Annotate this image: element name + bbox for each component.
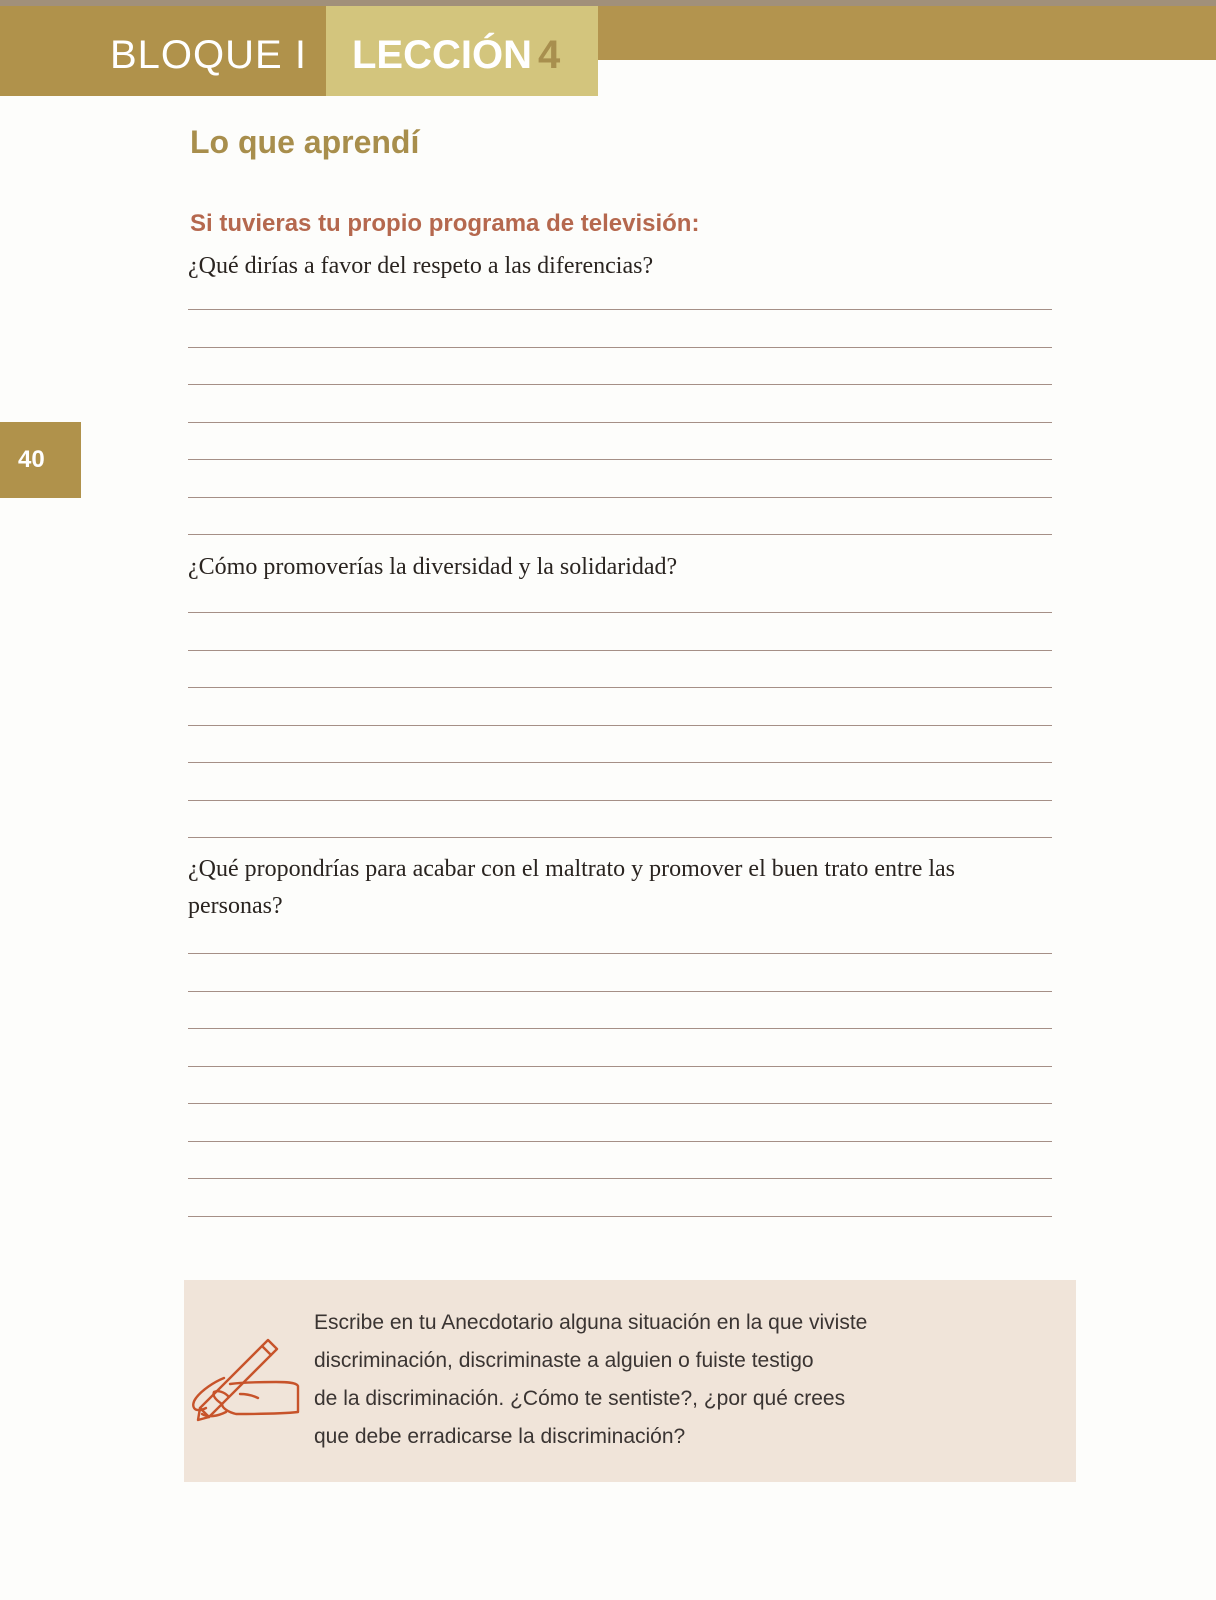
page-number: 40 xyxy=(0,422,81,498)
answer-line xyxy=(188,497,1052,498)
hand-writing-pencil-icon xyxy=(184,1338,304,1428)
answer-line xyxy=(188,422,1052,423)
header-bar xyxy=(596,6,1216,60)
answer-line xyxy=(188,762,1052,763)
answer-line xyxy=(188,347,1052,348)
answer-line xyxy=(188,725,1052,726)
question-1: ¿Qué dirías a favor del respeto a las diferencias? xyxy=(188,253,654,279)
answer-line xyxy=(188,650,1052,651)
leccion-number: 4 xyxy=(538,33,561,77)
answer-lines-2 xyxy=(188,612,1052,875)
bloque-tab xyxy=(0,6,326,96)
answer-line xyxy=(188,800,1052,801)
answer-line xyxy=(188,1103,1052,1104)
answer-lines-1 xyxy=(188,309,1052,572)
question-3: ¿Qué propondrías para acabar con el maltrato y promover el buen trato entre las personas? xyxy=(188,856,956,919)
answer-line xyxy=(188,687,1052,688)
leccion-label: LECCIÓN xyxy=(352,33,532,77)
answer-line xyxy=(188,991,1052,992)
answer-line xyxy=(188,1141,1052,1142)
answer-line xyxy=(188,953,1052,954)
anecdotario-note xyxy=(184,1280,1076,1482)
answer-line xyxy=(188,309,1052,310)
answer-lines-3 xyxy=(188,953,1052,1253)
note-text xyxy=(314,1304,954,1456)
answer-line xyxy=(188,384,1052,385)
bloque-label: BLOQUE I xyxy=(110,33,307,77)
leccion-tab xyxy=(326,6,598,96)
answer-line xyxy=(188,459,1052,460)
section-title: Lo que aprendí xyxy=(190,124,420,160)
note-line: de la discriminación. ¿Cómo te sentiste?, ¿por qué crees xyxy=(314,1387,846,1410)
note-line: Escribe en tu Anecdotario alguna situación en la que viviste xyxy=(314,1311,868,1334)
answer-line xyxy=(188,1178,1052,1179)
question-2: ¿Cómo promoverías la diversidad y la solidaridad? xyxy=(188,554,678,580)
note-line: discriminación, discriminaste a alguien o fuiste testigo xyxy=(314,1349,814,1372)
answer-line xyxy=(188,837,1052,838)
answer-line xyxy=(188,1066,1052,1067)
section-subtitle: Si tuvieras tu propio programa de televisión: xyxy=(190,210,700,237)
answer-line xyxy=(188,1028,1052,1029)
note-line: que debe erradicarse la discriminación? xyxy=(314,1425,686,1448)
answer-line xyxy=(188,1216,1052,1217)
answer-line xyxy=(188,534,1052,535)
answer-line xyxy=(188,612,1052,613)
